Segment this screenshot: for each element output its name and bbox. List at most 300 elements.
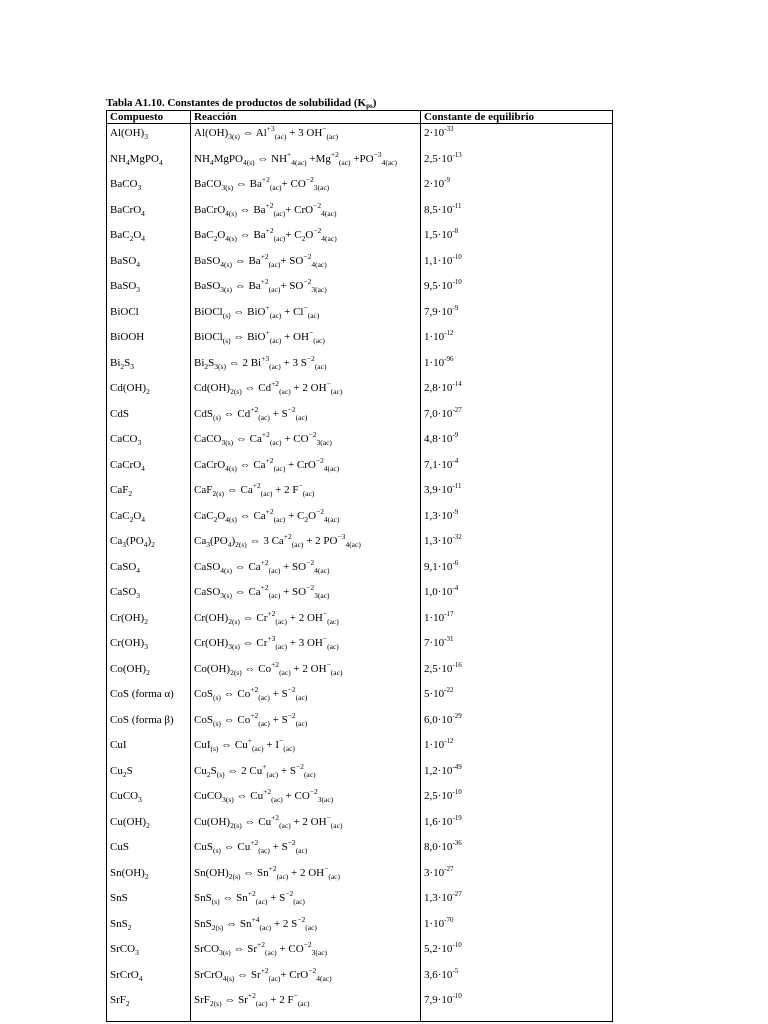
header-compound: Compuesto [107,111,191,124]
constant-cell [421,558,613,584]
subscript: (ac) [275,616,288,626]
subscript: (ac) [291,540,304,549]
subscript: 3(s) [219,948,231,957]
superscript: −2 [287,838,296,847]
compound-cell: BiOOH [110,331,145,343]
reaction-cell: $Sn(OH)_{2(s)}$ ⇔ $Sn^{+2}_{(ac)} + 2$ $OH^-_{(ac)}$ [191,864,421,890]
reaction-cell: $Al(OH)_{3(s)}$ ⇔ $Al^{+3}_{(ac)} + 3$ $OH^-_{(ac)}$ [191,124,421,150]
constant-cell [421,481,613,507]
subscript: 3 [137,438,142,447]
subscript: (ac) [279,387,291,396]
subscript: 2 [206,769,211,779]
subscript: 4 [158,157,163,167]
reaction-cell: CaCrO$_{4(s)}$ ⇔ $Ca^{+2}_{(ac)} + CrO^{-2}_{4(ac)}$ [191,456,421,482]
constant-mantissa: 7,9·10 [424,305,453,318]
constant-cell [421,889,613,915]
reaction-cell: BaSO$_{3(s)}$ ⇔ $Ba^{+2}_{(ac)}+ SO^{-2}_{3(ac)}$ [191,277,421,303]
superscript: +2 [261,175,270,184]
subscript: (s) [212,412,221,422]
subscript: 3(s) [220,285,232,294]
superscript: −2 [313,200,322,210]
table-row [107,175,613,201]
compound-cell: CoS (forma β) [110,713,174,726]
subscript: (ac) [255,897,268,906]
constant-mantissa: 9,5·10 [424,280,453,292]
table-row [107,609,613,635]
subscript: (ac) [274,132,287,141]
constant-cell [421,303,613,329]
superscript: − [303,302,308,312]
subscript: 2(s) [230,387,242,396]
compound-cell: BaCrO$_4$ [110,203,145,218]
subscript: 2 [129,514,134,524]
constant-cell [421,966,613,992]
subscript: 2(s) [235,540,247,549]
superscript: −2 [303,277,312,286]
reaction-cell: CaCO$_{3(s)}$ ⇔ $Ca^{+2}_{(ac)} + CO^{-2}_{3(ac)}$ [191,430,421,456]
subscript: 2 [146,667,150,677]
superscript: +2 [260,965,269,975]
table-row [107,558,613,584]
superscript: −2 [295,761,304,771]
subscript: (ac) [273,514,286,524]
table-row [107,277,613,303]
table-row [107,456,613,482]
superscript: +2 [250,710,259,720]
subscript: 4 [136,259,141,269]
compound-cell: BaSO$_3$ [110,280,141,294]
constant-cell [421,456,613,482]
constant-exponent: -9 [444,176,451,184]
constant-cell [421,915,613,941]
superscript: −2 [306,353,315,363]
reaction-cell: SrCrO$_{4(s)}$ ⇔ $Sr^{+2}_{(ac)}+ CrO^{-2}_{4(ac)}$ [191,966,421,992]
constant-cell [421,838,613,864]
subscript: 4(s) [220,565,232,575]
constant-mantissa: 2·10 [424,178,445,190]
constant-exponent: -6 [452,558,459,567]
table-row [107,711,613,737]
superscript: +2 [247,889,256,898]
subscript: (ac) [271,795,283,804]
superscript: +2 [271,659,280,669]
compound-cell: $Al(OH)_3$ [110,127,148,141]
table-row [107,201,613,227]
subscript: (ac) [302,489,315,498]
subscript: 3(s) [221,183,234,192]
constant-cell [421,201,613,227]
constant-mantissa: 1,3·10 [424,509,453,522]
subscript: 3(s) [221,438,234,447]
constant-exponent: -5 [452,966,459,975]
superscript: − [308,328,314,337]
constant-mantissa: 1,6·10 [424,815,453,828]
reaction-cell: CuS$_{(s)}$ ⇔ $Cu^{+2}_{(ac)} + S^{-2}_{(ac)}$ [191,838,421,864]
table-row [107,379,613,405]
constant-exponent: -4 [452,584,459,592]
table-row [107,354,613,380]
constant-mantissa: 5,2·10 [424,943,453,955]
subscript: 2(s) [228,616,240,626]
subscript: (ac) [268,591,281,600]
superscript: − [322,634,328,643]
subscript: 4(s) [222,973,235,983]
compound-cell: CaCrO$_4$ [110,458,145,473]
subscript: 4 [136,565,141,575]
constant-cell [421,124,613,150]
constant-mantissa: 2,5·10 [424,662,453,675]
subscript: 2(s) [230,820,242,830]
constant-mantissa: 1·10 [424,331,445,343]
constant-exponent: -12 [444,737,454,745]
constant-cell [421,660,613,686]
superscript: +2 [260,251,269,261]
reaction-cell: $Co(OH)_{2(s)}$ ⇔ $Co^{+2}_{(ac)} + 2$ $OH^-_{(ac)}$ [191,660,421,686]
subscript: 4 [141,463,145,473]
constant-cell [421,354,613,380]
constant-cell [421,813,613,839]
table-row [107,405,613,431]
reaction-cell: $Cr(OH)_{2(s)}$ ⇔ $Cr^{+2}_{(ac)} + 2$ $OH^-_{(ac)}$ [191,609,421,635]
table-row [107,660,613,686]
superscript: −3 [373,149,382,159]
compound-cell: CuCO$_3$ [110,790,142,804]
table-row [107,787,613,813]
reaction-cell: BaSO$_{4(s)}$ ⇔ $Ba^{+2}_{(ac)}+ SO^{-2}_{4(ac)}$ [191,252,421,278]
constant-mantissa: 7·10 [424,637,445,649]
subscript: 4(ac) [291,157,307,167]
subscript: (ac) [255,999,268,1008]
superscript: −2 [309,787,318,796]
subscript: 4(s) [225,234,237,243]
superscript: +2 [267,608,276,618]
subscript: 4 [143,540,148,549]
compound-cell: $Cd(OH)_2$ [110,382,150,396]
superscript: −2 [303,251,312,261]
reaction-cell: BaCrO$_{4(s)}$ ⇔ $Ba^{+2}_{(ac)}+ CrO^{-2}_{4(ac)}$ [191,201,421,227]
superscript: −2 [297,914,306,924]
constant-cell [421,532,613,558]
compound-cell: SrCO$_3$ [110,943,139,957]
compound-cell: SrCrO$_4$ [110,968,143,983]
constant-exponent: -70 [444,915,454,924]
table-row [107,583,613,609]
subscript: (ac) [268,565,281,575]
constant-cell [421,685,613,711]
subscript: 4(ac) [345,540,361,549]
constant-mantissa: 9,1·10 [424,560,453,573]
superscript: +2 [268,863,277,873]
constant-exponent: -16 [452,660,462,669]
table-row [107,532,613,558]
reaction-cell: CaSO$_{4(s)}$ ⇔ $Ca^{+2}_{(ac)} + SO^{-2}_{4(ac)}$ [191,558,421,584]
constant-mantissa: 1·10 [424,611,445,624]
subscript: (s) [212,693,221,702]
superscript: −2 [315,455,324,465]
compound-cell: CdS [110,407,129,420]
superscript: +3 [261,353,270,363]
compound-cell: $Sn(OH)_2$ [110,866,149,881]
reaction-cell: CaSO$_{3(s)}$ ⇔ $Ca^{+2}_{(ac)} + SO^{-2}_{3(ac)}$ [191,583,421,609]
compound-cell: $CaC_2O_4$ [110,509,146,524]
compound-cell: $Cu(OH)_2$ [110,815,150,830]
constant-exponent: -9 [452,507,459,516]
subscript: 2(s) [230,667,242,677]
superscript: −3 [337,532,346,541]
superscript: + [247,736,252,745]
constant-cell [421,507,613,533]
subscript: (ac) [265,948,277,957]
reaction-cell: $Cd(OH)_{2(s)}$ ⇔ $Cd^{+2}_{(ac)} + 2$ $OH^-_{(ac)}$ [191,379,421,405]
table-row [107,481,613,507]
subscript: 4(ac) [314,565,330,575]
subscript: 3(ac) [311,948,328,957]
table-row [107,838,613,864]
header-row [107,111,613,124]
caption-close: ) [372,97,377,109]
subscript: (s) [222,336,231,345]
constant-cell [421,430,613,456]
constant-cell [421,864,613,890]
subscript: 2 [146,820,150,830]
constant-mantissa: 2·10 [424,127,445,139]
superscript: − [326,379,331,388]
subscript: 4(s) [225,463,237,473]
constant-cell [421,787,613,813]
subscript: (ac) [307,310,320,320]
subscript: 3(ac) [311,285,327,294]
subscript: (ac) [327,616,339,626]
superscript: −2 [308,965,317,975]
constant-exponent: -27 [452,890,462,898]
solubility-table [106,110,613,1022]
constant-mantissa: 2,5·10 [424,152,453,165]
subscript: 3 [130,361,135,371]
constant-exponent: -9 [452,303,459,312]
table-row [107,940,613,966]
subscript: (s) [211,897,220,906]
constant-mantissa: 7,0·10 [424,407,453,420]
constant-mantissa: 8,0·10 [424,841,453,853]
subscript: (ac) [330,667,343,677]
subscript: 2 [122,769,127,779]
constant-cell [421,405,613,431]
table-row [107,889,613,915]
reaction-cell: BaCO$_{3(s)}$ ⇔ $Ba^{+2}_{(ac)}+ CO^{-2}_{3(ac)}$ [191,175,421,201]
subscript: (ac) [269,183,282,192]
subscript: (ac) [268,259,281,269]
reaction-cell: SnS$_{2(s)}$ ⇔ $Sn^{+4}_{(ac)} + 2$ $S^{-2}_{(ac)}$ [191,915,421,941]
subscript: 4(ac) [321,208,337,218]
table-row [107,991,613,1022]
superscript: − [324,863,329,873]
superscript: +3 [266,124,275,133]
constant-exponent: -22 [444,686,454,694]
subscript: 4 [138,973,143,983]
constant-exponent: -33 [444,125,454,133]
superscript: +2 [265,200,274,210]
reaction-cell: $BaC_2O_{4(s)}$ ⇔ $Ba^{+2}_{(ac)}+ C_2O^{-2}_{4(ac)}$ [191,226,421,252]
constant-exponent: -10 [452,278,462,286]
superscript: −2 [287,404,296,414]
subscript: (s) [212,718,221,728]
superscript: −2 [308,430,317,439]
superscript: +2 [260,557,269,567]
table-body [107,124,613,1022]
subscript: 3(s) [214,361,226,371]
superscript: − [322,608,328,618]
constant-cell [421,252,613,278]
superscript: +2 [260,583,269,592]
subscript: 2 [120,361,125,371]
superscript: +2 [265,455,274,465]
constant-mantissa: 1·10 [424,739,445,751]
superscript: +2 [250,838,259,847]
compound-cell: CaSO$_4$ [110,560,141,575]
subscript: (ac) [266,769,279,779]
superscript: − [322,124,327,133]
constant-exponent: -27 [452,405,462,414]
subscript: (ac) [330,820,343,830]
superscript: +2 [271,812,280,822]
subscript: (ac) [275,642,288,651]
compound-cell: BiOCl [110,305,139,318]
compound-cell: CaF$_2$ [110,484,133,498]
compound-cell: $Bi_2S_3$ [110,356,135,371]
superscript: +2 [247,991,256,1000]
constant-exponent: -10 [452,252,462,261]
subscript: 2 [151,540,155,549]
subscript: (ac) [258,412,270,422]
table-row [107,864,613,890]
constant-mantissa: 1,0·10 [424,586,453,598]
compound-cell: BaSO$_4$ [110,254,141,269]
subscript: (ac) [279,667,291,677]
constant-exponent: -36 [452,839,462,847]
constant-exponent: -31 [444,635,454,643]
superscript: +3 [267,634,276,643]
subscript: 4 [141,514,146,524]
header-reaction: Reacción [191,111,421,124]
subscript: (ac) [268,285,281,294]
subscript: 4(ac) [321,234,337,243]
superscript: −2 [287,710,296,720]
subscript: (ac) [327,642,339,651]
constant-exponent: -11 [452,482,462,490]
superscript: +2 [271,379,280,388]
subscript: 4(s) [225,208,237,218]
reaction-cell: $CaC_2O_{4(s)}$ ⇔ $Ca^{+2}_{(ac)} + C_2O^{-2}_{4(ac)}$ [191,507,421,533]
constant-cell [421,328,613,354]
compound-cell: BaCO$_3$ [110,178,142,192]
reaction-cell: $Cu(OH)_{2(s)}$ ⇔ $Cu^{+2}_{(ac)} + 2$ $OH^-_{(ac)}$ [191,813,421,839]
superscript: +2 [250,685,259,694]
subscript: (ac) [305,922,317,932]
constant-mantissa: 3,9·10 [424,484,453,496]
constant-exponent: -11 [452,201,462,210]
subscript: (ac) [260,489,273,498]
reaction-cell: CoS$_{(s)}$ ⇔ $Co^{+2}_{(ac)} + S^{-2}_{(ac)}$ [191,711,421,737]
superscript: −2 [313,226,322,235]
constant-cell [421,940,613,966]
subscript: 2 [128,489,133,498]
constant-cell [421,226,613,252]
reaction-cell: SrF$_{2(s)}$ ⇔ $Sr^{+2}_{(ac)} + 2$ $F^-_{(ac)}$ [191,991,421,1022]
constant-mantissa: 1,3·10 [424,535,453,547]
subscript: 3(ac) [316,438,332,447]
constant-cell [421,736,613,762]
superscript: −2 [285,889,294,898]
subscript: 3(s) [220,591,232,600]
constant-exponent: -9 [452,431,459,439]
reaction-cell: CdS$_{(s)}$ ⇔ $Cd^{+2}_{(ac)} + S^{-2}_{(ac)}$ [191,405,421,431]
superscript: +2 [265,506,274,516]
table-row [107,634,613,660]
superscript: +4 [251,914,260,924]
subscript: 3(ac) [317,795,334,804]
subscript: 3 [136,591,141,600]
subscript: (s) [222,310,231,320]
subscript: 4(ac) [311,259,327,269]
constant-exponent: -96 [444,354,454,363]
constant-exponent: -10 [452,788,462,796]
subscript: (ac) [258,718,270,728]
subscript: (ac) [338,157,351,167]
constant-cell [421,379,613,405]
subscript: (ac) [295,846,308,855]
subscript: 2(s) [209,999,222,1008]
subscript: (ac) [279,820,291,830]
constant-mantissa: 3,6·10 [424,968,453,981]
constant-mantissa: 7,9·10 [424,994,453,1006]
subscript: (ac) [269,438,282,447]
superscript: +2 [283,532,292,541]
compound-cell: $BaC_2O_4$ [110,229,146,243]
reaction-cell: CuCO$_{3(s)}$ ⇔ $Cu^{+2}_{(ac)} + CO^{-2}_{3(ac)}$ [191,787,421,813]
constant-cell [421,150,613,176]
subscript: (ac) [252,744,264,753]
subscript: 3 [144,642,148,651]
table-row [107,252,613,278]
subscript: 4(ac) [316,973,332,983]
reaction-cell: SrCO$_{3(s)}$ ⇔ $Sr^{+2}_{(ac)} + CO^{-2}_{3(ac)}$ [191,940,421,966]
compound-cell: CaSO$_3$ [110,586,141,600]
subscript: (ac) [269,310,282,320]
table-row [107,124,613,150]
subscript: (ac) [328,871,341,881]
subscript: 4(ac) [323,463,340,473]
subscript: (ac) [303,769,316,779]
subscript: 3 [144,132,148,141]
superscript: + [287,149,292,159]
constant-exponent: -19 [452,813,462,822]
subscript: (s) [212,846,221,855]
table-row [107,762,613,788]
subscript: (ac) [314,361,327,371]
superscript: +2 [257,940,265,949]
compound-cell: SnS$_2$ [110,917,132,932]
subscript: (ac) [259,922,272,932]
table-row [107,915,613,941]
reaction-cell: CoS$_{(s)}$ ⇔ $Co^{+2}_{(ac)} + S^{-2}_{(ac)}$ [191,685,421,711]
subscript: (ac) [326,132,339,141]
compound-cell: SrF$_2$ [107,991,191,1022]
compound-cell: CuS [110,841,129,853]
constant-exponent: -17 [444,609,454,618]
table-caption [106,96,612,110]
reaction-cell: $Cr(OH)_{3(s)}$ ⇔ $Cr^{+3}_{(ac)} + 3$ $OH^-_{(ac)}$ [191,634,421,660]
subscript: 2 [146,387,150,396]
